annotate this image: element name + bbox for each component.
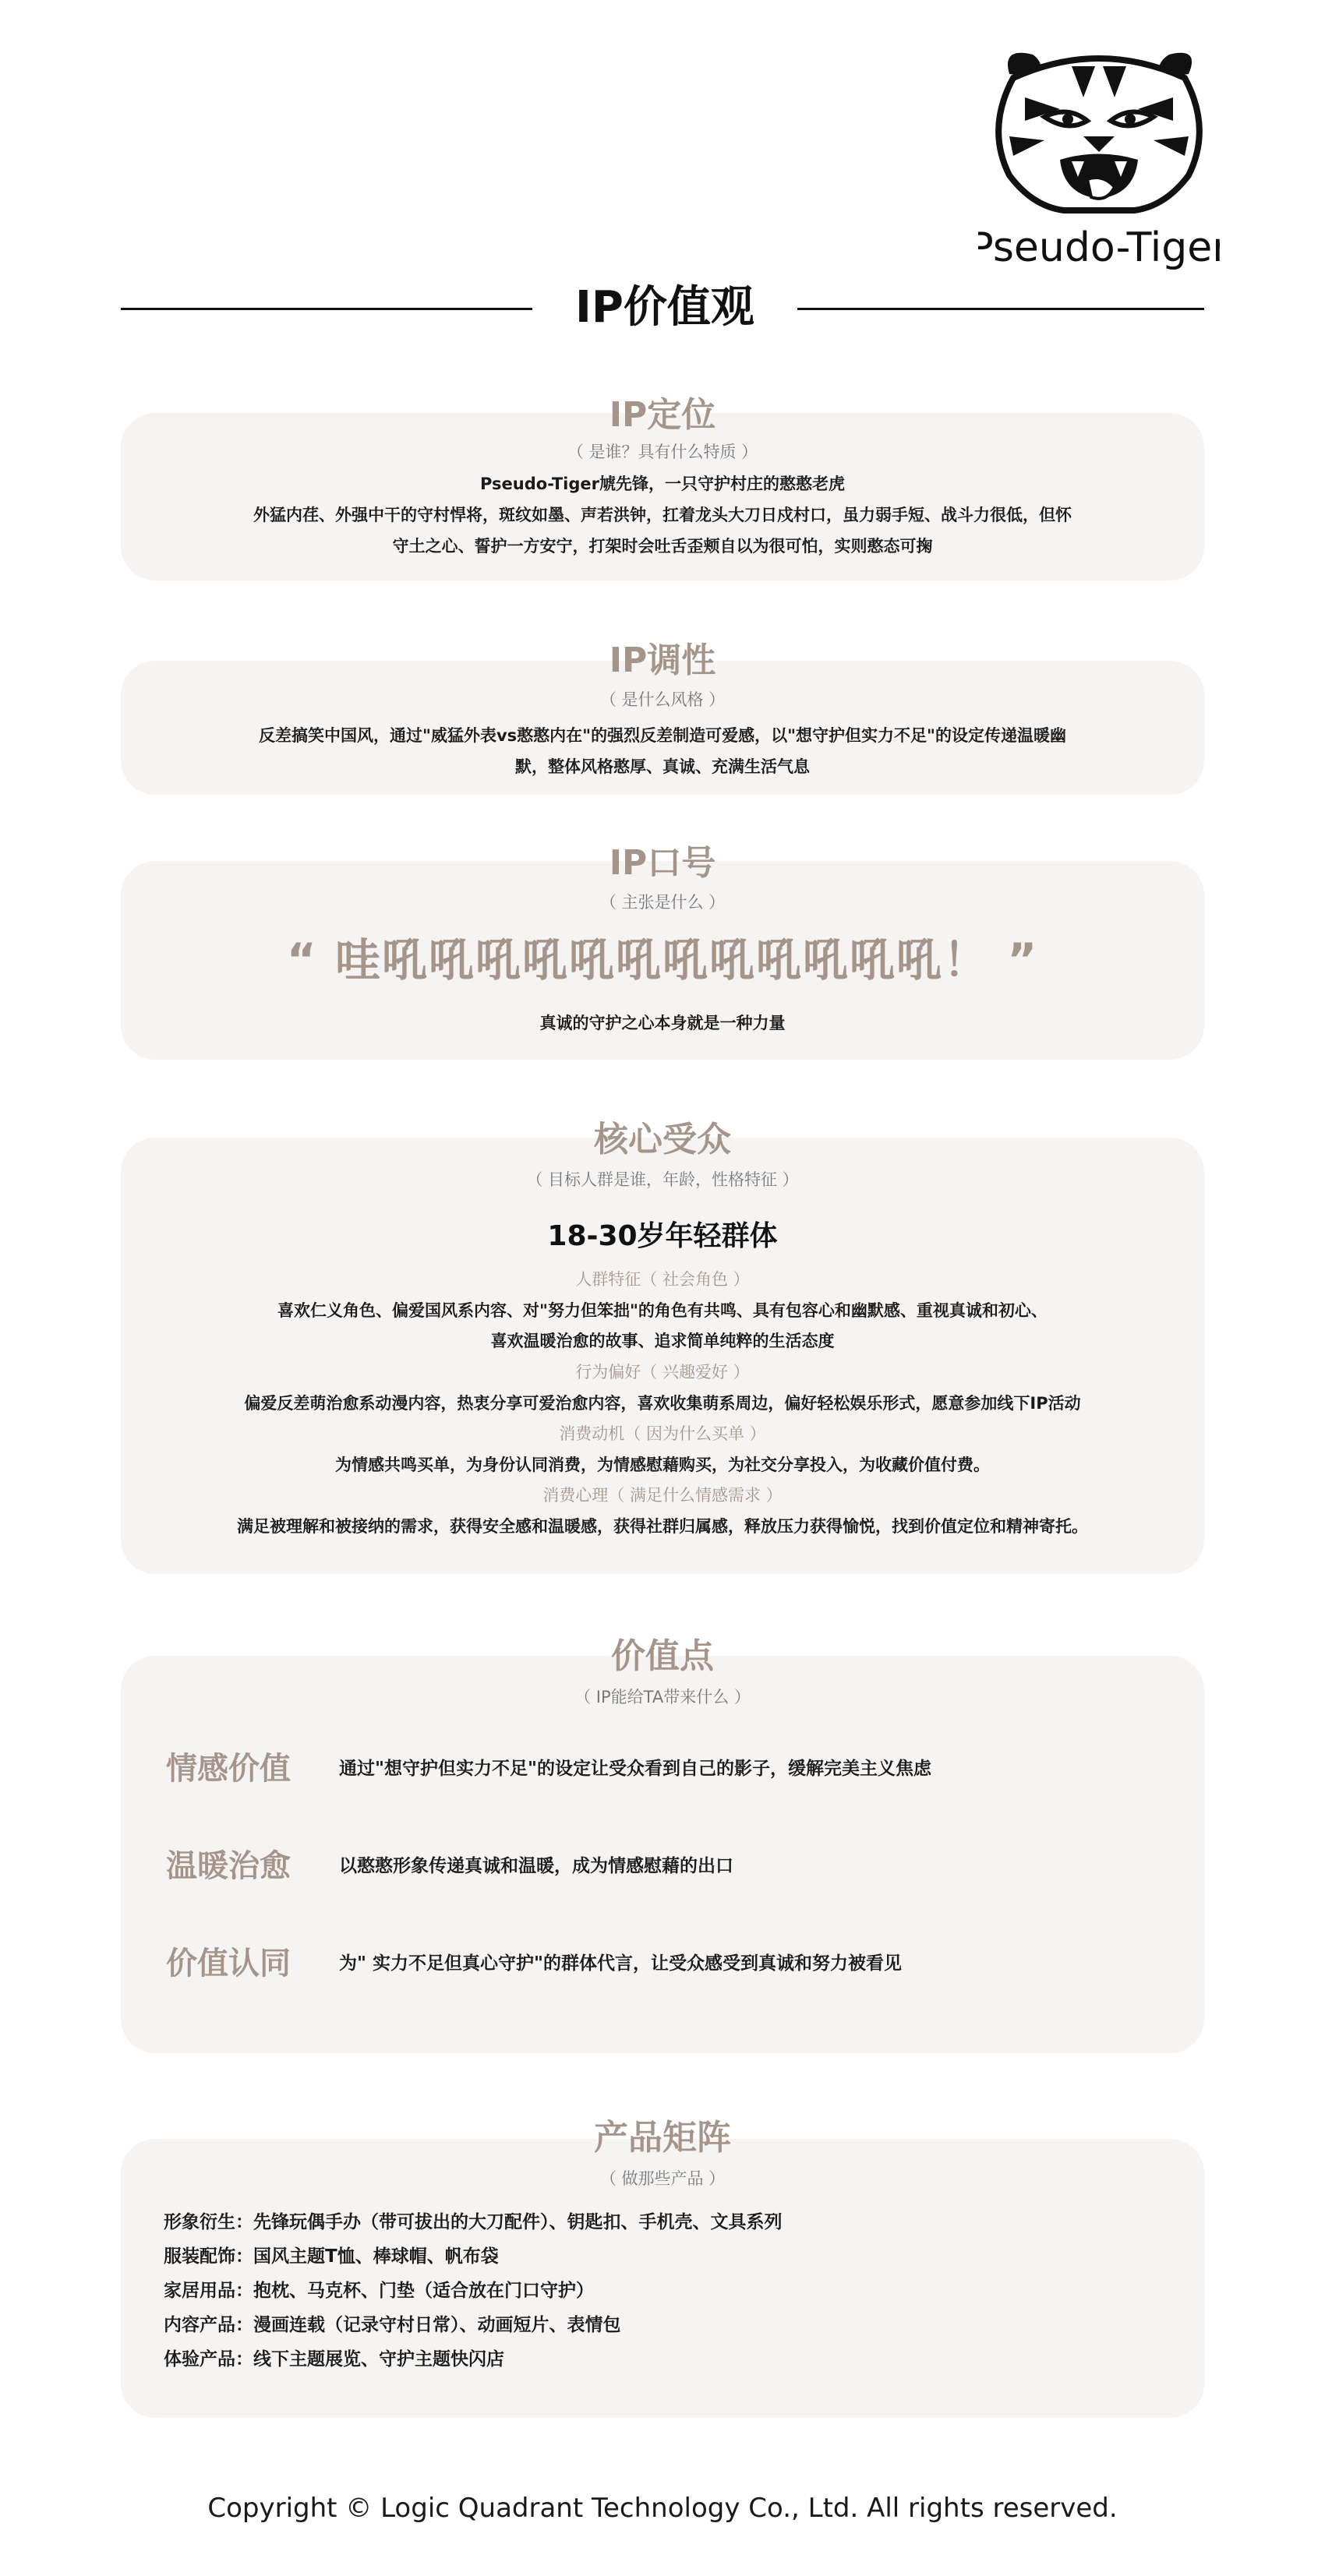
tiger-head-icon: [978, 43, 1220, 277]
audience-label-1: 人群特征（ 社会角色 ）: [575, 1270, 750, 1289]
page-title: IP价值观: [575, 282, 754, 333]
tone-line-1: 反差搞笑中国风，通过"威猛外表vs憨憨内在"的强烈反差制造可爱感，以"想守护但实力不足"的设定传递温暖幽: [259, 726, 1066, 745]
audience-text-1b: 喜欢温暖治愈的故事、追求简单纯粹的生活态度: [490, 1332, 835, 1350]
positioning-title: IP定位: [609, 395, 716, 435]
value-row-3: [121, 1936, 1204, 1991]
audience-card: [121, 1138, 1204, 1574]
audience-label-2: 行为偏好（ 兴趣爱好 ）: [575, 1363, 750, 1382]
value-title: 价值点: [611, 1636, 714, 1676]
audience-label-3: 消费动机（ 因为什么买单 ）: [559, 1424, 766, 1443]
products-line-4: 内容产品：漫画连载（记录守村日常）、动画短片、表情包: [164, 2315, 621, 2335]
audience-headline: 18-30岁年轻群体: [547, 1220, 778, 1252]
audience-text-1a: 喜欢仁义角色、偏爱国风系内容、对"努力但笨拙"的角色有共鸣、具有包容心和幽默感、重视真诚和初心、: [277, 1301, 1048, 1320]
value-text-1: 通过"想守护但实力不足"的设定让受众看到自己的影子，缓解完美主义焦虑: [339, 1759, 931, 1779]
slogan-caption: 真诚的守护之心本身就是一种力量: [539, 1014, 786, 1032]
value-row-2: [121, 1839, 1204, 1893]
products-line-5: 体验产品：线下主题展览、守护主题快闪店: [164, 2349, 504, 2370]
positioning-line-1: Pseudo-Tiger虓先锋，一只守护村庄的憨憨老虎: [480, 475, 845, 493]
products-title: 产品矩阵: [594, 2118, 731, 2158]
tone-line-2: 默，整体风格憨厚、真诚、充满生活气息: [515, 757, 810, 776]
title-divider-right: [797, 308, 1204, 310]
products-line-3: 家居用品：抱枕、马克杯、门垫（适合放在门口守护）: [164, 2281, 594, 2301]
products-line-2: 服装配饰：国风主题T恤、棒球帽、帆布袋: [164, 2246, 499, 2267]
value-key-2: 温暖治愈: [166, 1848, 291, 1884]
slogan-title: IP口号: [609, 843, 716, 883]
audience-subtitle: （ 目标人群是谁，年龄，性格特征 ）: [526, 1170, 799, 1189]
copyright: Copyright © Logic Quadrant Technology Co., Ltd. All rights reserved.: [207, 2493, 1118, 2524]
positioning-line-2: 外猛内荏、外强中干的守村悍将，斑纹如墨、声若洪钟，扛着龙头大刀日戍村口，虽力弱手短、战斗力很低，但怀: [253, 506, 1072, 524]
page-title-row: [121, 277, 1204, 339]
tone-subtitle: （ 是什么风格 ）: [599, 690, 726, 709]
audience-text-3: 为情感共鸣买单，为身份认同消费，为情感慰藉购买，为社交分享投入，为收藏价值付费。: [335, 1456, 990, 1474]
products-subtitle: （ 做那些产品 ）: [599, 2169, 726, 2188]
title-divider-left: [121, 308, 532, 310]
audience-label-4: 消费心理（ 满足什么情感需求 ）: [542, 1486, 783, 1505]
audience-text-4: 满足被理解和被接纳的需求，获得安全感和温暖感，获得社群归属感，释放压力获得愉悦，找到价值定位和精神寄托。: [237, 1517, 1088, 1536]
products-line-1: 形象衍生：先锋玩偶手办（带可拔出的大刀配件）、钥匙扣、手机壳、文具系列: [164, 2212, 783, 2232]
tone-title: IP调性: [609, 640, 716, 680]
slogan-text: “ 哇吼吼吼吼吼吼吼吼吼吼吼吼！ ”: [286, 933, 1039, 986]
value-key-3: 价值认同: [166, 1946, 291, 1981]
value-text-2: 以憨憨形象传递真诚和温暖，成为情感慰藉的出口: [339, 1856, 733, 1876]
positioning-subtitle: （ 是谁？具有什么特质 ）: [567, 443, 758, 461]
value-row-1: [121, 1741, 1204, 1796]
logo: [978, 43, 1220, 277]
products-list: [164, 2205, 1177, 2377]
audience-text-2: 偏爱反差萌治愈系动漫内容，热衷分享可爱治愈内容，喜欢收集萌系周边，偏好轻松娱乐形式，愿意参加线下IP活动: [244, 1394, 1081, 1413]
logo-text: Pseudo-Tiger: [978, 224, 1220, 271]
positioning-line-3: 守土之心、誓护一方安宁，打架时会吐舌歪颊自以为很可怕，实则憨态可掬: [392, 537, 933, 556]
value-subtitle: （ IP能给TA带来什么 ）: [574, 1688, 751, 1706]
value-text-3: 为" 实力不足但真心守护"的群体代言，让受众感受到真诚和努力被看见: [339, 1953, 902, 1974]
slogan-subtitle: （ 主张是什么 ）: [599, 893, 726, 912]
audience-title: 核心受众: [594, 1120, 731, 1159]
value-key-1: 情感价值: [166, 1751, 291, 1787]
